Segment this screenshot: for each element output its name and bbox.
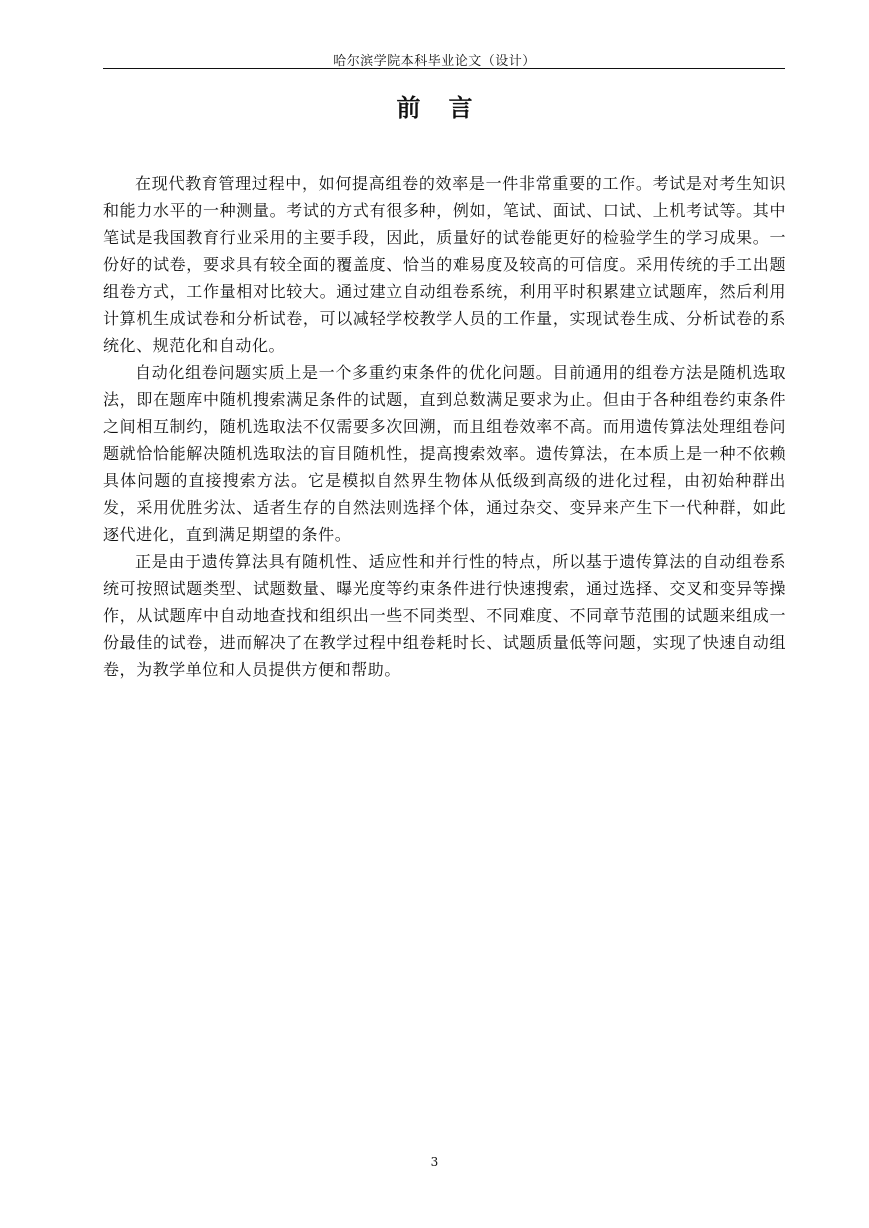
page-number: 3 [430, 1155, 439, 1169]
header-divider [103, 68, 785, 69]
paragraph-1: 在现代教育管理过程中，如何提高组卷的效率是一件非常重要的工作。考试是对考生知识和能力水平的一种测量。考试的方式有很多种，例如，笔试、面试、口试、上机考试等。其中笔试是我国教育行业采用的主要手段，因此，质量好的试卷能更好的检验学生的学习成果。一份好的试卷，要求具有较全面的覆盖度、恰当的难易度及较高的可信度。采用传统的手工出题组卷方式，工作量相对比较大。通过建立自动组卷系统，利用平时积累建立试题库，然后利用计算机生成试卷和分析试卷，可以减轻学校教学人员的工作量，实现试卷生成、分析试卷的系统化、规范化和自动化。 [103, 174, 786, 355]
running-header: 哈尔滨学院本科毕业论文（设计） [333, 54, 536, 69]
body-text [103, 170, 786, 683]
page-title: 前言 [396, 94, 501, 122]
paragraph-3: 正是由于遗传算法具有随机性、适应性和并行性的特点，所以基于遗传算法的自动组卷系统可按照试题类型、试题数量、曝光度等约束条件进行快速搜索，通过选择、交叉和变异等操作，从试题库中自动地查找和组织出一些不同类型、不同难度、不同章节范围的试题来组成一份最佳的试卷，进而解决了在教学过程中组卷耗时长、试题质量低等问题，实现了快速自动组卷，为教学单位和人员提供方便和帮助。 [103, 552, 786, 679]
paragraph-2: 自动化组卷问题实质上是一个多重约束条件的优化问题。目前通用的组卷方法是随机选取法，即在题库中随机搜索满足条件的试题，直到总数满足要求为止。但由于各种组卷约束条件之间相互制约，随机选取法不仅需要多次回溯，而且组卷效率不高。而用遗传算法处理组卷问题就恰恰能解决随机选取法的盲目随机性，提高搜索效率。遗传算法，在本质上是一种不依赖具体问题的直接搜索方法。它是模拟自然界生物体从低级到高级的进化过程，由初始种群出发，采用优胜劣汰、适者生存的自然法则选择个体，通过杂交、变异来产生下一代种群，如此逐代进化，直到满足期望的条件。 [103, 363, 786, 544]
